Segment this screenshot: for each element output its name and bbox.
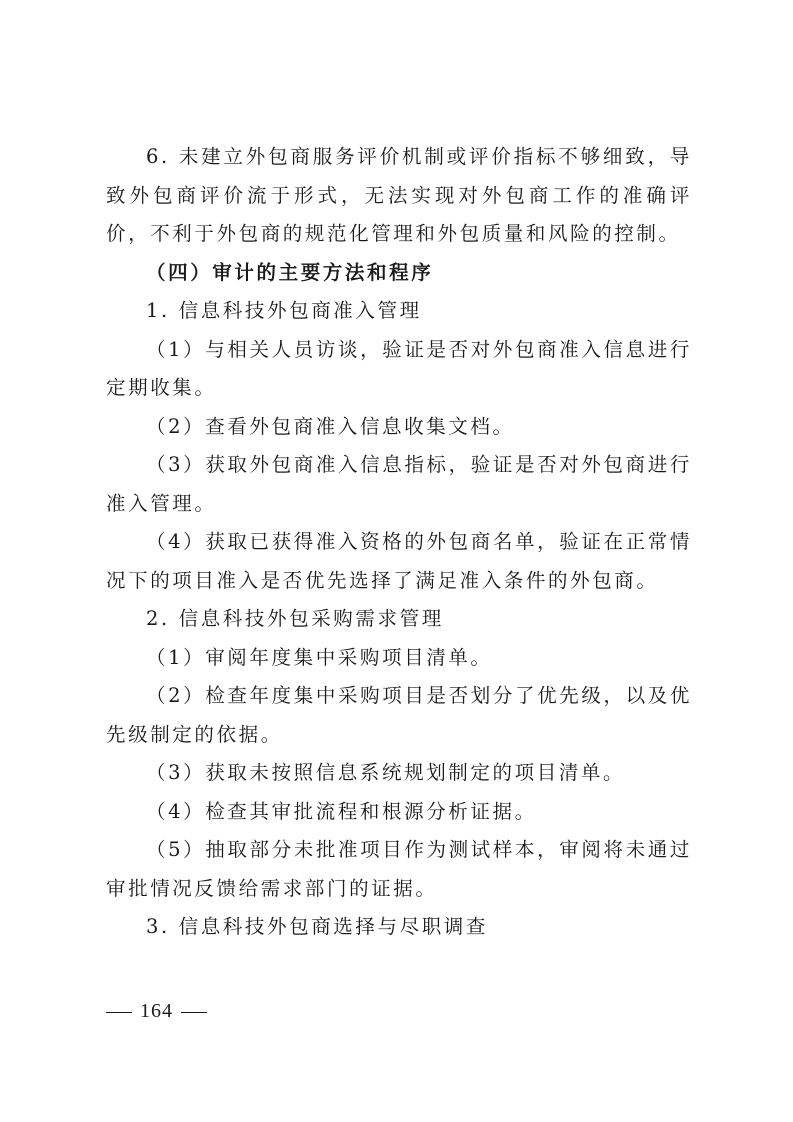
list-item-1-1: （1）与相关人员访谈，验证是否对外包商准入信息进行定期收集。 xyxy=(106,337,692,399)
page-footer xyxy=(106,1000,215,1023)
page-number: 164 xyxy=(140,1000,173,1022)
subheading-procurement-demand: 2. 信息科技外包采购需求管理 xyxy=(146,607,444,630)
list-item-2-2: （2）检查年度集中采购项目是否划分了优先级，以及优先级制定的依据。 xyxy=(106,684,692,746)
list-item-2-3: （3）获取未按照信息系统规划制定的项目清单。 xyxy=(146,761,626,784)
list-item-2-4: （4）检查其审批流程和根源分析证据。 xyxy=(146,799,537,823)
list-item-1-2: （2）查看外包商准入信息收集文档。 xyxy=(146,414,515,438)
list-item-1-4: （4）获取已获得准入资格的外包商名单，验证在正常情况下的项目准入是否优先选择了满足准入条件的外包商。 xyxy=(106,530,692,592)
footer-dash-left xyxy=(106,1012,132,1013)
subheading-admission-management: 1. 信息科技外包商准入管理 xyxy=(146,299,422,322)
list-item-1-3: （3）获取外包商准入信息指标，验证是否对外包商进行准入管理。 xyxy=(106,453,692,515)
footer-dash-right xyxy=(181,1012,207,1013)
list-item-2-5: （5）抽取部分未批准项目作为测试样本，审阅将未通过审批情况反馈给需求部门的证据。 xyxy=(106,838,692,900)
body-text xyxy=(106,138,692,947)
paragraph-finding-6: 6. 未建立外包商服务评价机制或评价指标不够细致，导致外包商评价流于形式，无法实现对外包商工作的准确评价，不利于外包商的规范化管理和外包质量和风险的控制。 xyxy=(106,145,692,245)
subheading-vendor-selection: 3. 信息科技外包商选择与尽职调查 xyxy=(146,915,489,938)
section-heading-methods: （四）审计的主要方法和程序 xyxy=(146,260,434,284)
list-item-2-1: （1）审阅年度集中采购项目清单。 xyxy=(146,645,493,669)
